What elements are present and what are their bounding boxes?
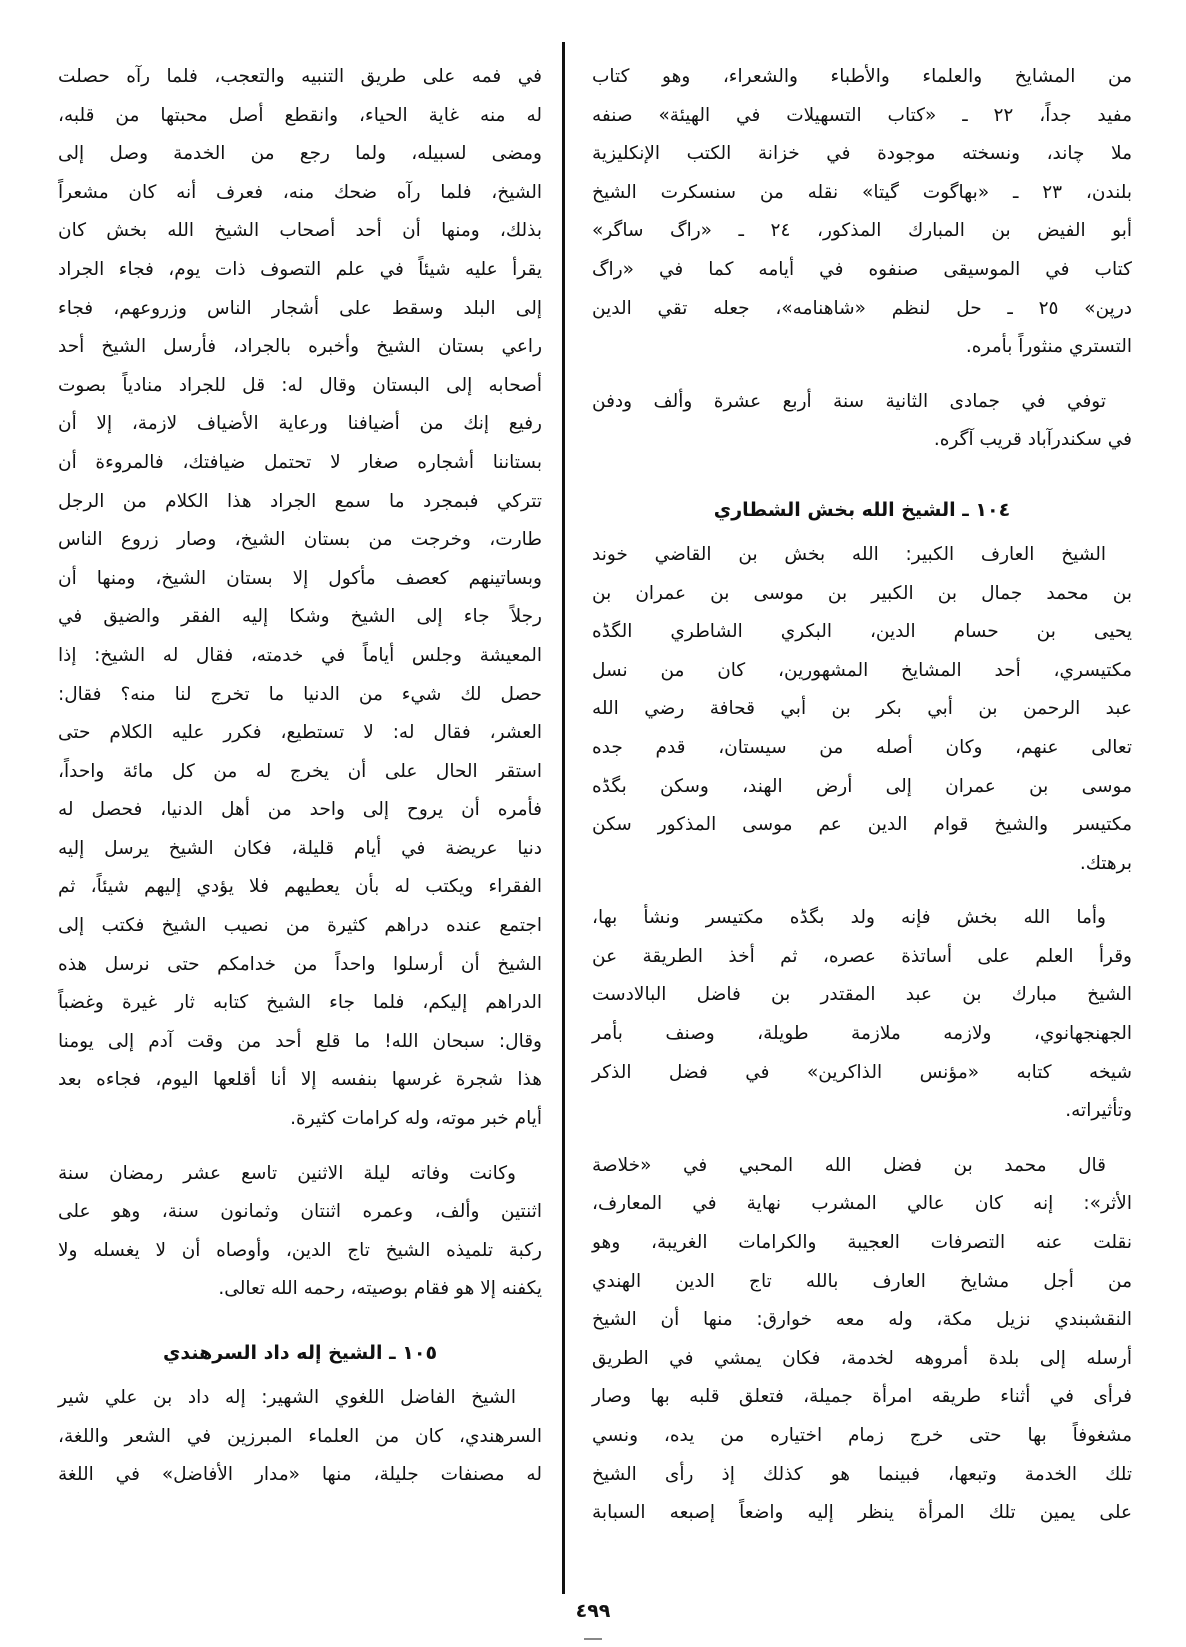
text-line: برهتك. <box>1079 852 1132 874</box>
text-line: في فمه على طريق التنبيه والتعجب، فلما رآه حصلت <box>58 66 542 87</box>
text-line: وبساتينهم كعصف مأكول إلا بستان الشيخ، ومنها أن <box>58 567 542 589</box>
text-line: من المشايخ والعلماء والأطباء والشعراء، وهو كتاب <box>592 66 1132 87</box>
text-line: فأمره أن يروح إلى واحد من أهل الدنيا، فحصل له <box>58 799 542 821</box>
entry-heading: ١٠٥ ـ الشيخ إله داد السرهندي <box>162 1342 438 1364</box>
text-line: من أجل مشايخ العارف بالله تاج الدين الهندي <box>592 1270 1132 1292</box>
text-line: تلك الخدمة وتبعها، فبينما هو كذلك إذ رأى الشيخ <box>592 1463 1132 1485</box>
text-line: الأثر»: إنه كان عالي المشرب نهاية في المعارف، <box>592 1193 1132 1215</box>
text-line: وقال: سبحان الله! ما قلع أحد من وقت آدم إلى يومنا <box>58 1030 542 1052</box>
text-line: رجلاً جاء إلى الشيخ وشكا إليه الفقر والضيق في <box>58 606 542 628</box>
text-line: الشيخ، فلما رآه ضحك منه، فعرف أنه كان مشعراً <box>58 181 542 203</box>
paragraph <box>58 58 542 1139</box>
text-line: مشغوفاً بها حتى خرج زمام اختياره من يده، ونسي <box>592 1425 1132 1446</box>
text-line: رفيع إنك من أضيافنا ورعاية الأضياف لازمة، إلا أن <box>58 413 542 435</box>
paragraph <box>592 383 1132 460</box>
text-line: أبو الفيض بن المبارك المذكور، ٢٤ ـ «راگ ساگر» <box>592 220 1133 242</box>
text-line: اثنتين وألف، وعمره اثنتان وثمانون سنة، وهو على <box>58 1201 542 1223</box>
text-line: مكتيسر والشيخ قوام الدين عم موسى المذكور سكن <box>592 814 1132 836</box>
text-line: اجتمع عنده دراهم كثيرة من نصيب الشيخ فكتب إلى <box>58 915 542 937</box>
text-line: دنيا عريضة في أيام قليلة، فكان الشيخ يرسل إليه <box>58 837 542 859</box>
paragraph <box>592 58 1132 367</box>
text-line: بلندن، ٢٣ ـ «بهاگوت گيتا» نقله من سنسكرت الشيخ <box>592 181 1132 203</box>
text-line: عبد الرحمن بن أبي بكر بن أبي قحافة رضي الله <box>592 698 1132 720</box>
right-column <box>592 58 1132 1549</box>
text-line: تعالى عنهم، وكان أصله من سيستان، قدم جده <box>592 736 1132 758</box>
text-line: المعيشة وجلس أياماً في خدمته، فقال له الشيخ: إذا <box>58 644 542 666</box>
text-line: مكتيسري، أحد المشايخ المشهورين، كان من نسل <box>592 659 1132 681</box>
text-line: السرهندي، كان من العلماء المبرزين في الشعر واللغة، <box>58 1425 542 1447</box>
text-line: التستري منثوراً بأمره. <box>965 336 1132 358</box>
text-line: ومضى لسبيله، ولما رجع من الخدمة وصل إلى <box>58 143 542 165</box>
page-number: ٤٩٩ <box>575 1600 611 1622</box>
text-line: حصل لك شيء من الدنيا ما تخرج لنا منه؟ فقال: <box>58 683 542 705</box>
paragraph <box>592 1147 1132 1533</box>
text-line: نقلت عنه التصرفات العجيبة والكرامات الغريبة، وهو <box>592 1232 1132 1254</box>
text-line: درپن» ٢٥ ـ حل لنظم «شاهنامه»، جعله تقي الدين <box>592 297 1132 319</box>
text-line: بذلك، ومنها أن أحد أصحاب الشيخ الله بخش كان <box>58 220 542 242</box>
text-line: الشيخ مبارك بن عبد المقتدر بن فاضل البالادست <box>592 984 1132 1006</box>
text-line: وتأثيراته. <box>1065 1100 1132 1122</box>
text-line: طارت، وخرجت من بستان الشيخ، وصار زروع الناس <box>58 529 542 551</box>
paragraph <box>592 536 1132 883</box>
text-line: ركبة تلميذه الشيخ تاج الدين، وأوصاه أن لا يغسله ولا <box>58 1239 542 1261</box>
text-line: له مصنفات جليلة، منها «مدار الأفاضل» في اللغة <box>58 1464 542 1486</box>
text-line: قال محمد بن فضل الله المحبي في «خلاصة <box>592 1154 1106 1176</box>
text-line: مفيد جداً، ٢٢ ـ «كتاب التسهيلات في الهيئة» صنفه <box>592 104 1132 126</box>
paragraph <box>58 1379 542 1495</box>
text-line: الشيخ الفاضل اللغوي الشهير: إله داد بن علي شير <box>58 1387 516 1408</box>
paragraph <box>58 1155 542 1309</box>
text-line: على يمين تلك المرأة ينظر إليه واضعاً إصبعه السبابة <box>592 1502 1132 1524</box>
text-line: تتركي فبمجرد ما سمع الجراد هذا الكلام من الرجل <box>58 490 542 512</box>
text-line: أصحابه إلى البستان وقال له: قل للجراد منادياً بصوت <box>58 374 542 396</box>
text-line: بستاننا أشجاره صغار لا تحتمل ضيافتك، فالمروءة أن <box>58 451 542 473</box>
text-line: له منه غاية الحياء، وانقطع أصل محبتها من قلبه، <box>58 104 542 126</box>
text-line: النقشبندي نزيل مكة، وله معه خوارق: منها أن الشيخ <box>592 1309 1132 1331</box>
column-divider <box>562 42 565 1594</box>
text-line: يحيى بن حسام الدين، البكري الشاطري الگڈه <box>592 621 1132 643</box>
text-line: كتاب في الموسيقى صنفوه في أيامه كما في «راگ <box>592 258 1132 280</box>
text-line: ملا چاند، ونسخته موجودة في خزانة الكتب الإنكليزية <box>592 143 1132 165</box>
text-line: إلى البلد وسقط على أشجار الناس وزروعهم، فجاء <box>58 297 542 319</box>
text-line: في سكندرآباد قريب آگره. <box>933 429 1132 451</box>
text-line: الشيخ أن أرسلوا واحداً من خدامكم حتى نرسل هذه <box>58 953 542 975</box>
text-line: وكانت وفاته ليلة الاثنين تاسع عشر رمضان سنة <box>58 1162 516 1184</box>
text-line: استقر الحال على أن يخرج له من كل مائة واحداً، <box>58 760 542 782</box>
text-line: هذا شجرة غرسها بنفسه إلا أنا أقلعها اليوم، فجاءه بعد <box>58 1069 542 1091</box>
text-line: يقرأ عليه شيئاً في علم التصوف ذات يوم، فجاء الجراد <box>58 258 542 280</box>
text-line: الفقراء ويكتب له بأن يعطيهم فلا يؤدي إليهم شيئاً، ثم <box>58 876 542 898</box>
footer-mark <box>584 1638 602 1640</box>
text-line: يكفنه إلا هو فقام بوصيته، رحمه الله تعالى. <box>218 1278 542 1300</box>
text-line: شيخه كتابه «مؤنس الذاكرين» في فضل الذكر <box>592 1061 1132 1083</box>
text-line: توفي في جمادى الثانية سنة أربع عشرة وألف ودفن <box>592 390 1106 412</box>
text-line: وقرأ العلم على أساتذة عصره، ثم أخذ الطريقة عن <box>592 945 1132 967</box>
text-line: وأما الله بخش فإنه ولد بگڈه مكتيسر ونشأ بها، <box>592 907 1106 929</box>
left-column <box>58 58 542 1511</box>
text-line: فرأى في أثناء طريقه امرأة جميلة، فتعلق قلبه بها وصار <box>592 1386 1132 1408</box>
entry-heading: ١٠٤ ـ الشيخ الله بخش الشطاري <box>713 498 1011 521</box>
text-line: أرسله إلى بلدة أمروهه لخدمة، فكان يمشي في الطريق <box>592 1347 1132 1369</box>
text-line: بن محمد جمال بن الكبير بن موسى بن عمران بن <box>592 582 1132 604</box>
text-line: الجهنجهانوي، ولازمه ملازمة طويلة، وصنف بأمر <box>592 1023 1132 1045</box>
text-line: راعي بستان الشيخ وأخبره بالجراد، فأرسل الشيخ أحد <box>58 336 542 358</box>
text-line: موسى بن عمران إلى أرض الهند، وسكن بگڈه <box>592 775 1132 797</box>
text-line: الشيخ العارف الكبير: الله بخش بن القاضي خوند <box>592 543 1106 565</box>
text-line: الدراهم إليكم، فلما جاء الشيخ كتابه ثار غيرة وغضباً <box>58 992 542 1014</box>
paragraph <box>592 899 1132 1131</box>
text-line: أيام خبر موته، وله كرامات كثيرة. <box>290 1108 542 1130</box>
text-line: العشر، فقال له: لا تستطيع، فكرر عليه الكلام حتى <box>58 722 542 744</box>
